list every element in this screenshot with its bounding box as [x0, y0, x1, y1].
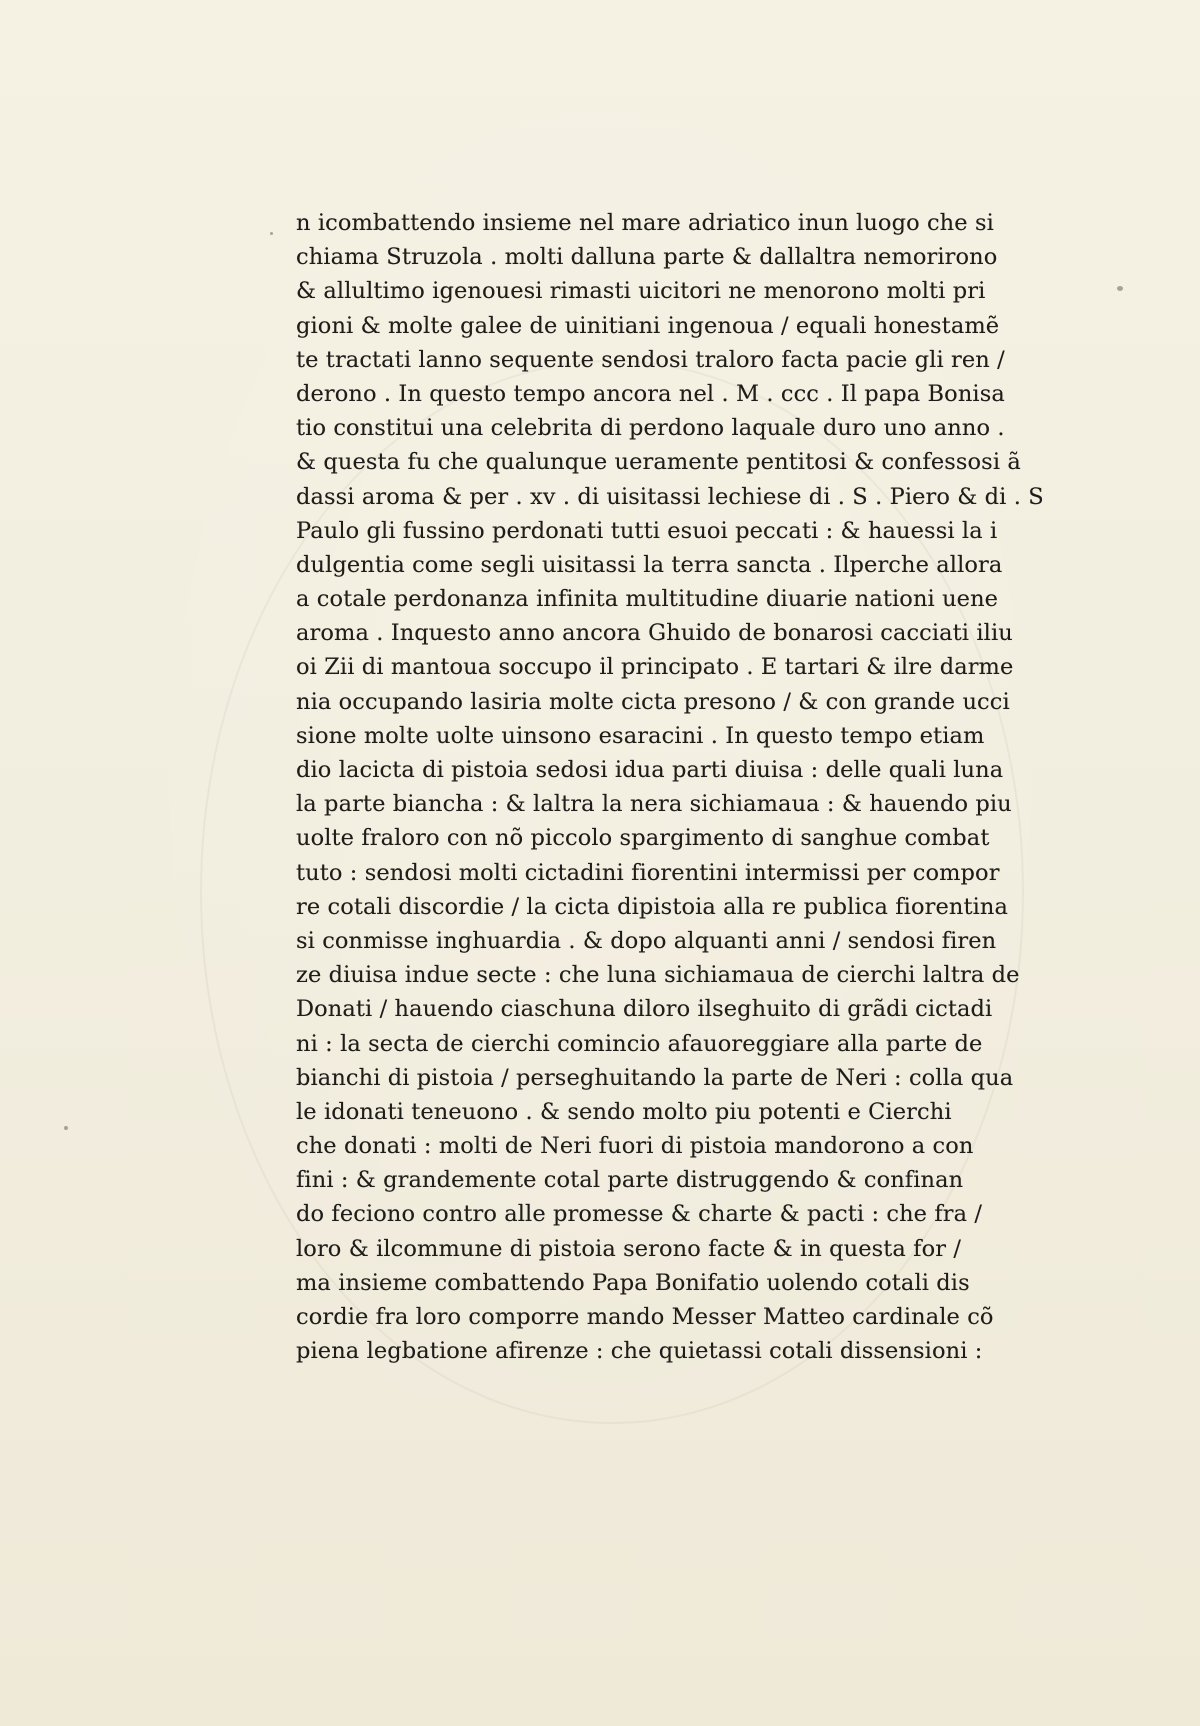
- text-line: ni : la secta de cierchi comincio afauoreggiare alla parte de: [296, 1030, 983, 1057]
- text-line: loro & ilcommune di pistoia serono facte & in questa for /: [296, 1235, 962, 1262]
- text-line: do feciono contro alle promesse & charte & pacti : che fra /: [296, 1201, 983, 1228]
- text-line: & questa fu che qualunque ueramente pentitosi & confessosi ã: [296, 449, 1021, 476]
- text-line: bianchi di pistoia / perseghuitando la parte de Neri : colla qua: [296, 1064, 1014, 1091]
- text-line: a cotale perdonanza infinita multitudine diuarie nationi uene: [296, 586, 999, 613]
- text-line: si conmisse inghuardia . & dopo alquanti anni / sendosi firen: [296, 927, 997, 954]
- text-line: derono . In questo tempo ancora nel . M . ccc . Il papa Bonisa: [296, 380, 1005, 407]
- text-line: ze diuisa indue secte : che luna sichiamaua de cierchi laltra de: [296, 962, 1020, 989]
- text-line: dassi aroma & per . xv . di uisitassi lechiese di . S . Piero & di . S: [296, 483, 1044, 510]
- text-line: le idonati teneuono . & sendo molto piu potenti e Cierchi: [296, 1098, 952, 1125]
- text-line: aroma . Inquesto anno ancora Ghuido de bonarosi cacciati iliu: [296, 620, 1013, 647]
- text-line: dulgentia come segli uisitassi la terra sancta . Ilperche allora: [296, 551, 1003, 578]
- ink-speck: [270, 232, 273, 235]
- text-line: tio constitui una celebrita di perdono laquale duro uno anno .: [296, 415, 1005, 442]
- text-line: dio lacicta di pistoia sedosi idua parti diuisa : delle quali luna: [296, 757, 1004, 783]
- text-line: n icombattendo insieme nel mare adriatico inun luogo che si: [296, 210, 994, 236]
- ink-speck: [64, 1126, 68, 1130]
- text-line: nia occupando lasiria molte cicta presono / & con grande ucci: [296, 688, 1010, 715]
- text-line: re cotali discordie / la cicta dipistoia alla re publica fiorentina: [296, 893, 1009, 920]
- text-line: che donati : molti de Neri fuori di pistoia mandorono a con: [296, 1133, 974, 1160]
- text-line: oi Zii di mantoua soccupo il principato . E tartari & ilre darme: [296, 654, 1014, 681]
- text-line: chiama Struzola . molti dalluna parte & dallaltra nemorirono: [296, 244, 998, 271]
- text-line: ma insieme combattendo Papa Bonifatio uolendo cotali dis: [296, 1269, 970, 1296]
- text-line: & allultimo igenouesi rimasti uicitori ne menorono molti pri: [296, 278, 986, 305]
- text-line: uolte fraloro con nõ piccolo spargimento di sanghue combat: [296, 825, 990, 852]
- text-line: Donati / hauendo ciaschuna diloro ilseghuito di grãdi cictadi: [296, 996, 993, 1023]
- text-line: tuto : sendosi molti cictadini fiorentini intermissi per compor: [296, 859, 1000, 886]
- text-line: te tractati lanno sequente sendosi traloro facta pacie gli ren /: [296, 346, 1005, 373]
- ink-speck: [1117, 286, 1123, 291]
- text-line: fini : & grandemente cotal parte distruggendo & confinan: [296, 1167, 964, 1194]
- text-line: cordie fra loro comporre mando Messer Matteo cardinale cõ: [296, 1304, 994, 1330]
- text-line: piena legbatione afirenze : che quietassi cotali dissensioni :: [296, 1338, 983, 1365]
- text-line: sione molte uolte uinsono esaracini . In questo tempo etiam: [296, 722, 985, 749]
- text-line: la parte biancha : & laltra la nera sichiamaua : & hauendo piu: [296, 791, 1012, 818]
- text-line: Paulo gli fussino perdonati tutti esuoi peccati : & hauessi la i: [296, 517, 998, 544]
- text-line: gioni & molte galee de uinitiani ingenoua / equali honestamẽ: [296, 312, 1000, 339]
- body-text: [296, 206, 1044, 1368]
